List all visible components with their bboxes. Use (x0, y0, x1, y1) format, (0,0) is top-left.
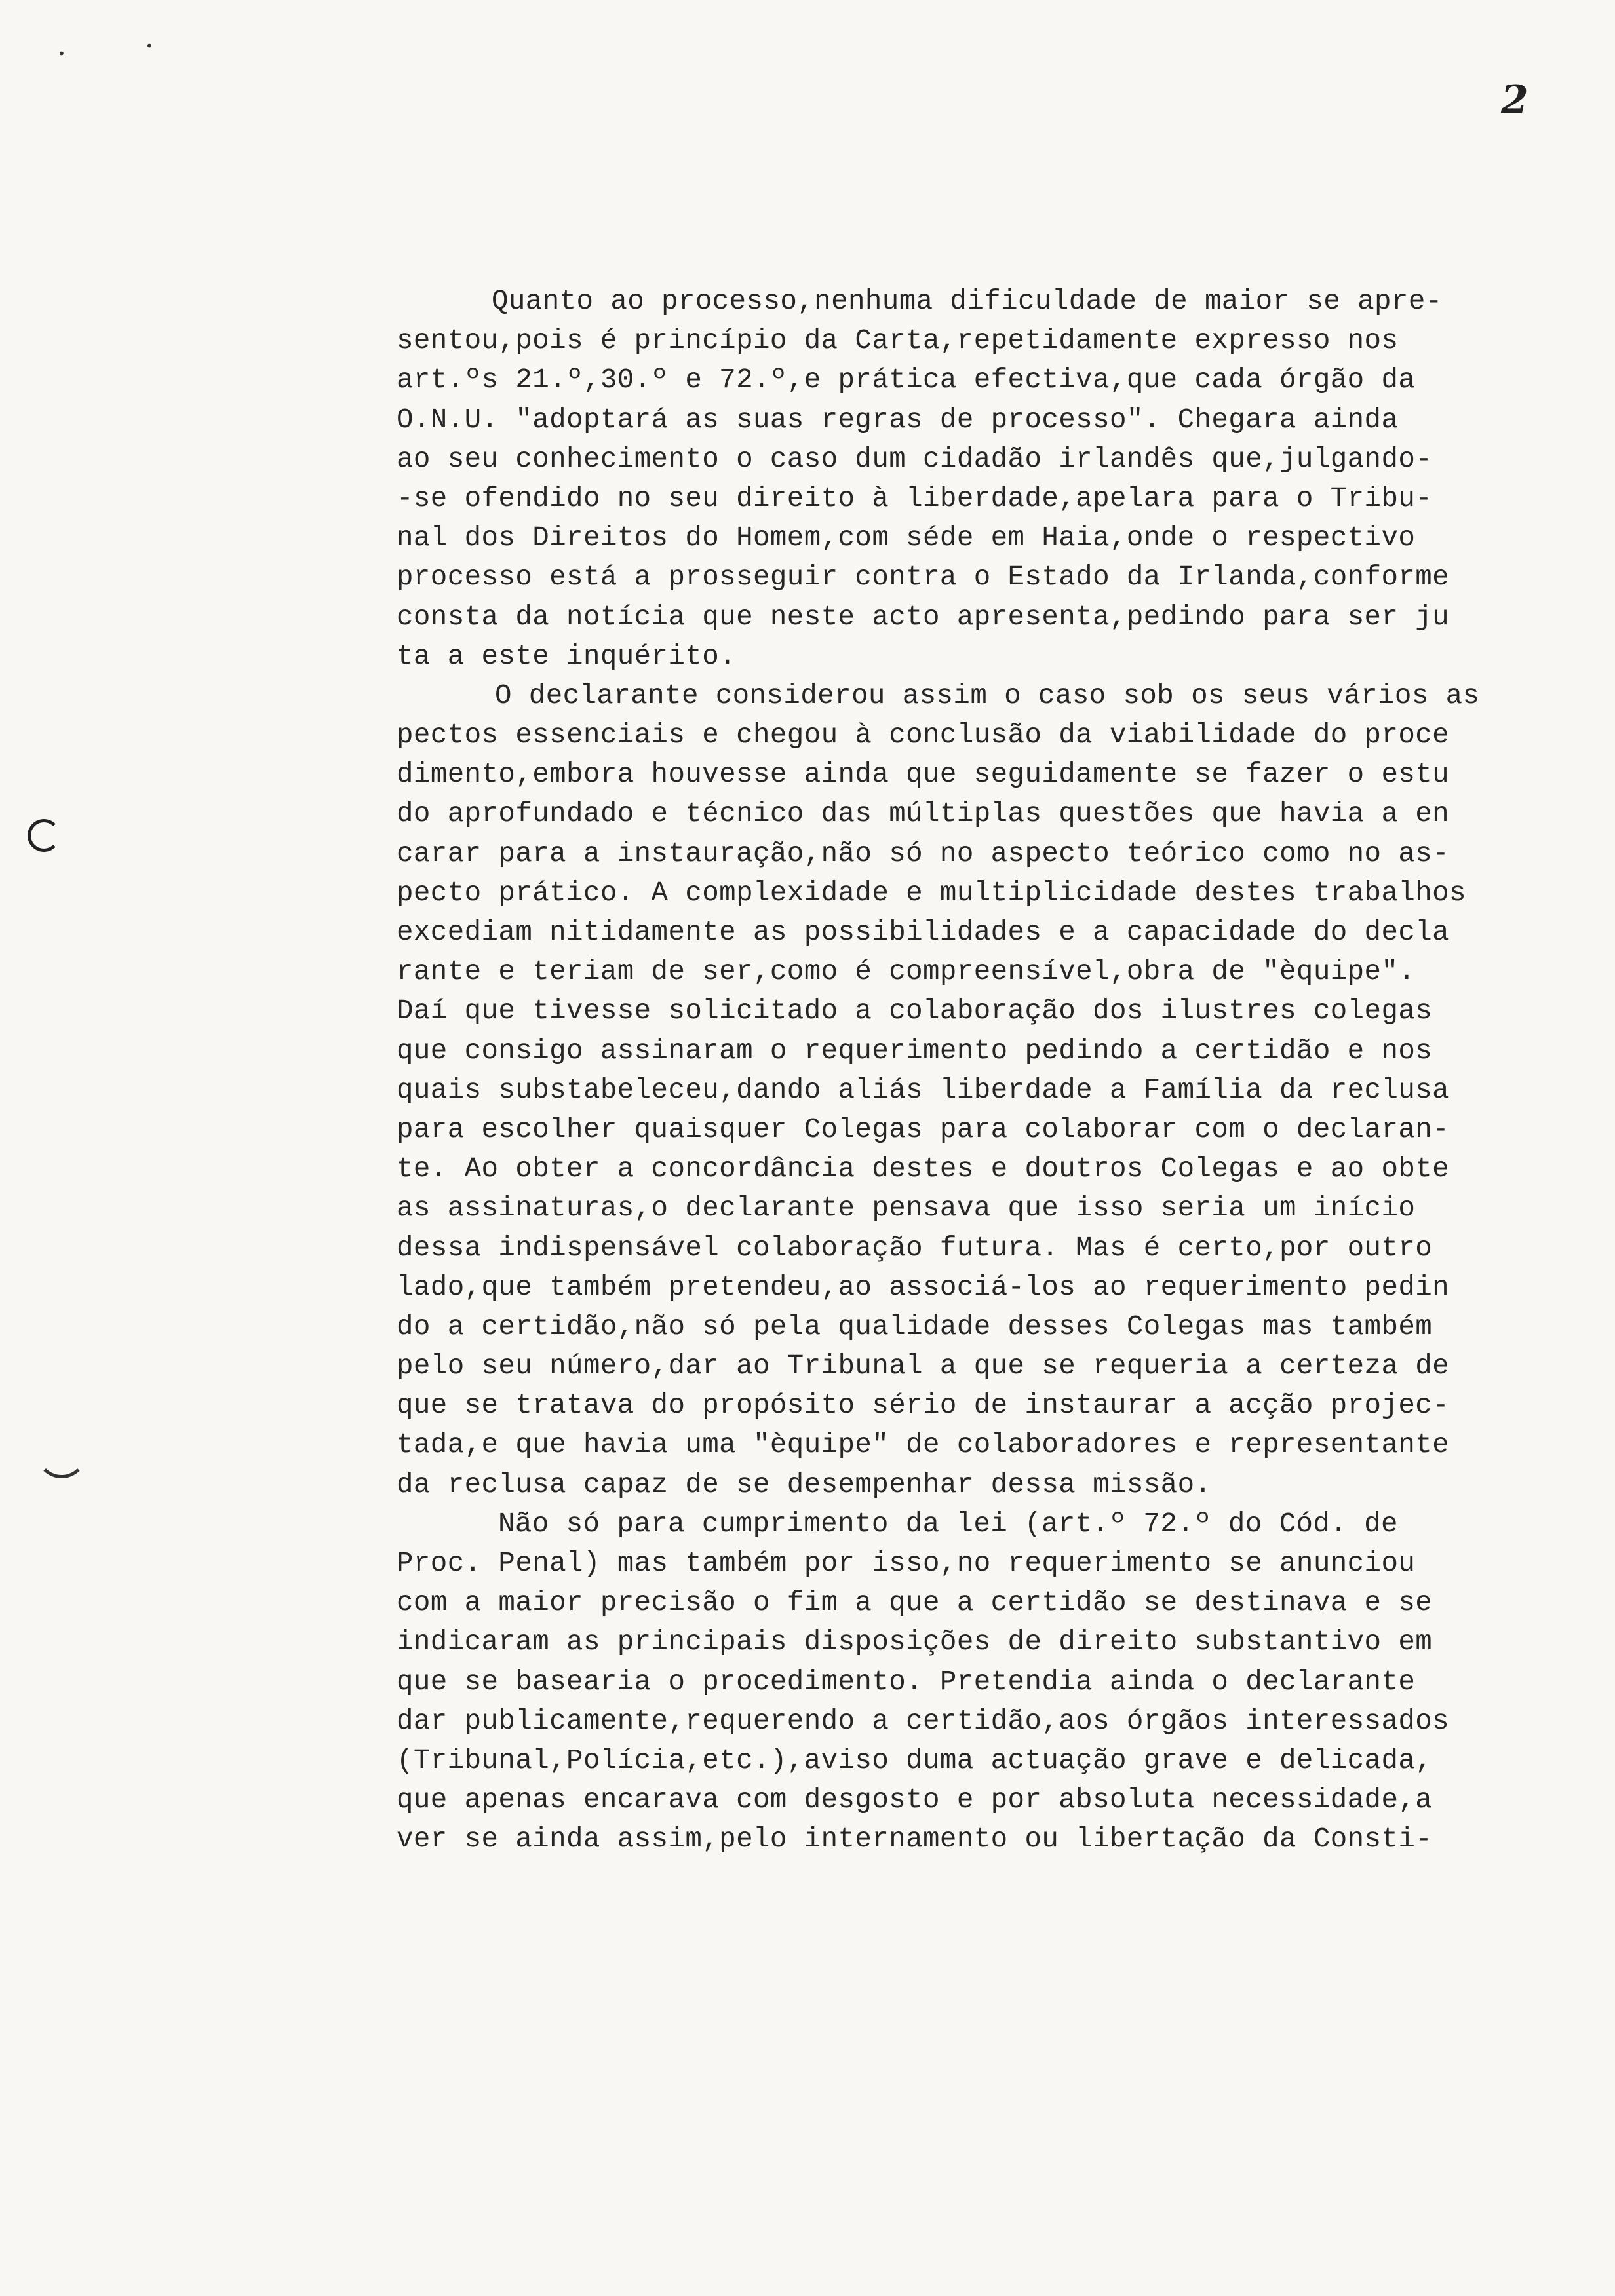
text-line: as assinaturas,o declarante pensava que isso seria um início (397, 1193, 1416, 1225)
text-line: carar para a instauração,não só no aspecto teórico como no as- (397, 837, 1450, 870)
text-line: que se tratava do propósito sério de instaurar a acção projec- (397, 1390, 1450, 1422)
text-line: sentou,pois é princípio da Carta,repetidamente expresso nos (397, 325, 1399, 357)
text-line: consta da notícia que neste acto apresenta,pedindo para ser ju (397, 601, 1450, 633)
text-line: Daí que tivesse solicitado a colaboração dos ilustres colegas (397, 995, 1433, 1027)
text-line: do aprofundado e técnico das múltiplas questões que havia a en (397, 798, 1450, 830)
text-line: art.ºs 21.º,30.º e 72.º,e prática efectiva,que cada órgão da (397, 364, 1416, 396)
text-line: te. Ao obter a concordância destes e doutros Colegas e ao obte (397, 1153, 1450, 1185)
text-line: dessa indispensável colaboração futura. Mas é certo,por outro (397, 1232, 1433, 1264)
text-line: O declarante considerou assim o caso sob os seus vários as (495, 679, 1480, 712)
text-line: Proc. Penal) mas também por isso,no requerimento se anunciou (397, 1548, 1416, 1579)
text-line: tada,e que havia uma "èquipe" de colaboradores e representante (397, 1429, 1450, 1461)
text-line: rante e teriam de ser,como é compreensível,obra de "èquipe". (397, 956, 1416, 988)
text-line: nal dos Direitos do Homem,com séde em Haia,onde o respectivo (397, 522, 1416, 554)
ink-speck: • (146, 38, 153, 54)
text-line: processo está a prosseguir contra o Estado da Irlanda,conforme (397, 562, 1450, 594)
text-line: excediam nitidamente as possibilidades e a capacidade do decla (397, 917, 1450, 948)
body-text (397, 282, 1612, 1860)
text-line: ao seu conhecimento o caso dum cidadão irlandês que,julgando- (397, 443, 1433, 475)
text-line: do a certidão,não só pela qualidade desses Colegas mas também (397, 1311, 1433, 1343)
text-line: Quanto ao processo,nenhuma dificuldade de maior se apre- (492, 286, 1443, 317)
text-line: com a maior precisão o fim a que a certidão se destinava e se (397, 1587, 1433, 1619)
text-line: -se ofendido no seu direito à liberdade,apelara para o Tribu- (397, 482, 1433, 514)
text-line: que se basearia o procedimento. Pretendia ainda o declarante (397, 1666, 1416, 1698)
text-line: da reclusa capaz de se desempenhar dessa missão. (397, 1468, 1212, 1501)
binding-hole-mark (28, 819, 60, 852)
text-line: pectos essenciais e chegou à conclusão da viabilidade do proce (397, 719, 1450, 752)
text-line: que consigo assinaram o requerimento pedindo a certidão e nos (397, 1035, 1433, 1067)
text-line: quais substabeleceu,dando aliás liberdade a Família da reclusa (397, 1074, 1450, 1106)
text-line: dimento,embora houvesse ainda que seguidamente se fazer o estu (397, 759, 1450, 791)
text-line: lado,que também pretendeu,ao associá-los ao requerimento pedin (397, 1271, 1450, 1303)
text-line: Não só para cumprimento da lei (art.º 72.º do Cód. de (498, 1508, 1398, 1540)
text-line: (Tribunal,Polícia,etc.),aviso duma actuação grave e delicada, (397, 1744, 1433, 1776)
ink-speck: • (58, 46, 66, 62)
binding-hole-mark (36, 1427, 87, 1478)
text-line: O.N.U. "adoptará as suas regras de processo". Chegara ainda (397, 404, 1399, 436)
page-number: 2 (1501, 77, 1528, 123)
text-line: ta a este inquérito. (397, 640, 737, 672)
text-line: dar publicamente,requerendo a certidão,aos órgãos interessados (397, 1705, 1450, 1737)
text-line: indicaram as principais disposições de direito substantivo em (397, 1626, 1433, 1658)
text-line: para escolher quaisquer Colegas para colaborar com o declaran- (397, 1113, 1450, 1145)
text-line: ver se ainda assim,pelo internamento ou libertação da Consti- (397, 1824, 1433, 1856)
text-line: que apenas encarava com desgosto e por absoluta necessidade,a (397, 1784, 1433, 1816)
text-line: pelo seu número,dar ao Tribunal a que se requeria a certeza de (397, 1350, 1450, 1383)
text-line: pecto prático. A complexidade e multiplicidade destes trabalhos (397, 877, 1466, 909)
